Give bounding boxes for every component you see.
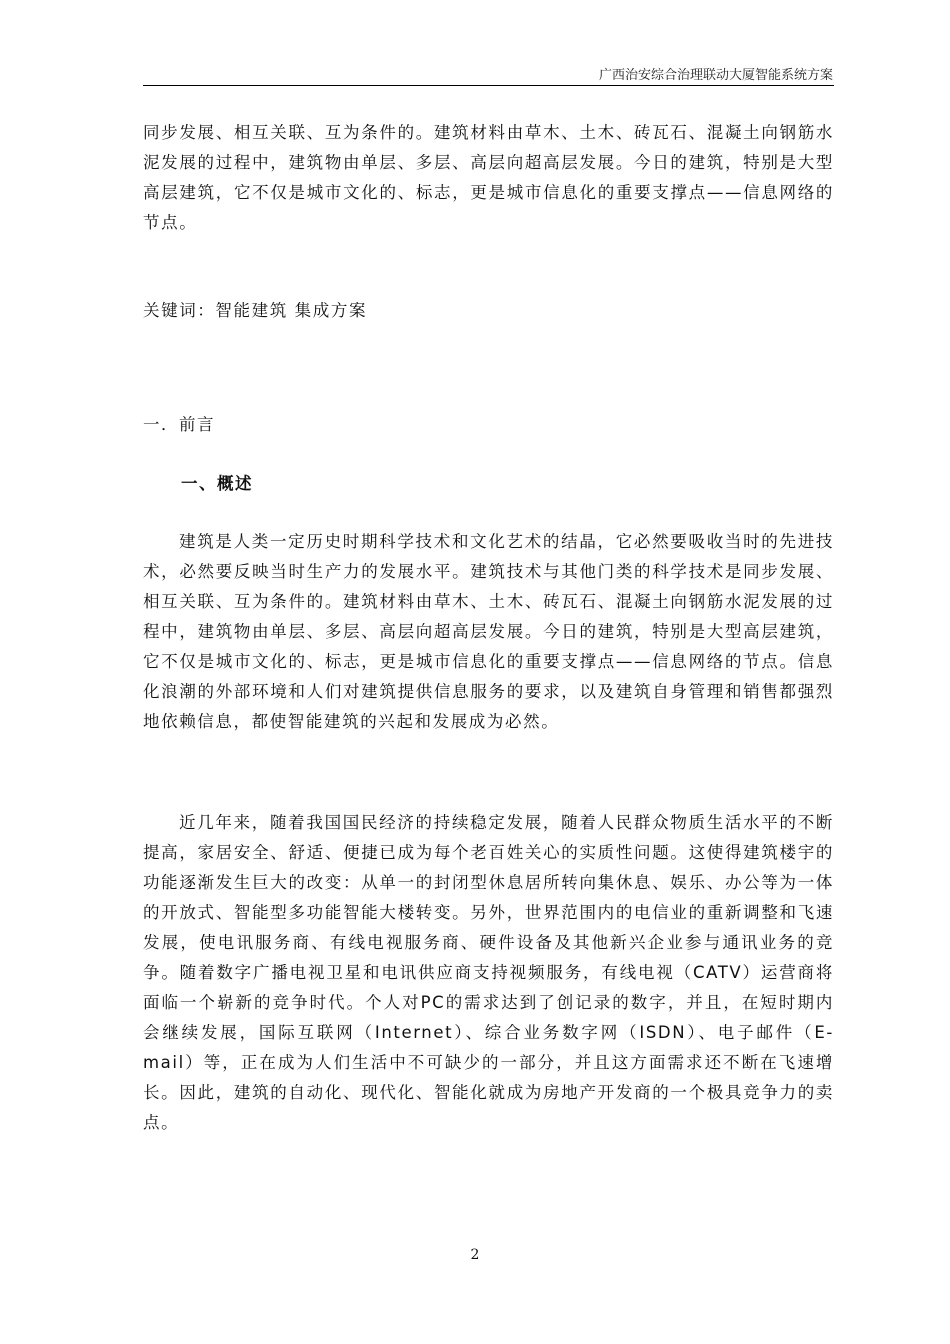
running-header: 广西治安综合治理联动大厦智能系统方案 [598, 68, 833, 83]
keywords-line: 关键词：智能建筑 集成方案 [143, 301, 368, 320]
body-paragraph: 近几年来，随着我国国民经济的持续稳定发展，随着人民群众物质生活水平的不断提高，家居安全、舒适、便捷已成为每个老百姓关心的实质性问题。这使得建筑楼宇的功能逐渐发生巨大的改变：从单一的封闭型休息居所转向集休息、娱乐、办公等为一体的开放式、智能型多功能智能大楼转变。另外，世界范围内的电信业的重新调整和飞速发展，使电讯服务商、有线电视服务商、硬件设备及其他新兴企业参与通讯业务的竞争。随着数字广播电视卫星和电讯供应商支持视频服务，有线电视（CATV）运营商将面临一个崭新的竞争时代。个人对PC的需求达到了创记录的数字，并且，在短时期内会继续发展，国际互联网（Internet）、综合业务数字网（ISDN）、电子邮件（E-mail）等，正在成为人们生活中不可缺少的一部分，并且这方面需求还不断在飞速增长。因此，建筑的自动化、现代化、智能化就成为房地产开发商的一个极具竞争力的卖点。 [143, 813, 834, 1132]
intro-paragraph: 同步发展、相互关联、互为条件的。建筑材料由草木、土木、砖瓦石、混凝土向钢筋水泥发展的过程中，建筑物由单层、多层、高层向超高层发展。今日的建筑，特别是大型高层建筑，它不仅是城市文化的、标志，更是城市信息化的重要支撑点——信息网络的节点。 [143, 123, 834, 232]
body-paragraph: 建筑是人类一定历史时期科学技术和文化艺术的结晶，它必然要吸收当时的先进技术，必然要反映当时生产力的发展水平。建筑技术与其他门类的科学技术是同步发展、相互关联、互为条件的。建筑材料由草木、土木、砖瓦石、混凝土向钢筋水泥发展的过程中，建筑物由单层、多层、高层向超高层发展。今日的建筑，特别是大型高层建筑，它不仅是城市文化的、标志，更是城市信息化的重要支撑点——信息网络的节点。信息化浪潮的外部环境和人们对建筑提供信息服务的要求，以及建筑自身管理和销售都强烈地依赖信息，都使智能建筑的兴起和发展成为必然。 [143, 532, 834, 731]
section-heading: 一．前言 [143, 415, 215, 434]
header-rule [143, 85, 834, 86]
page-number: 2 [470, 1247, 480, 1263]
subsection-heading: 一、概述 [181, 474, 253, 493]
